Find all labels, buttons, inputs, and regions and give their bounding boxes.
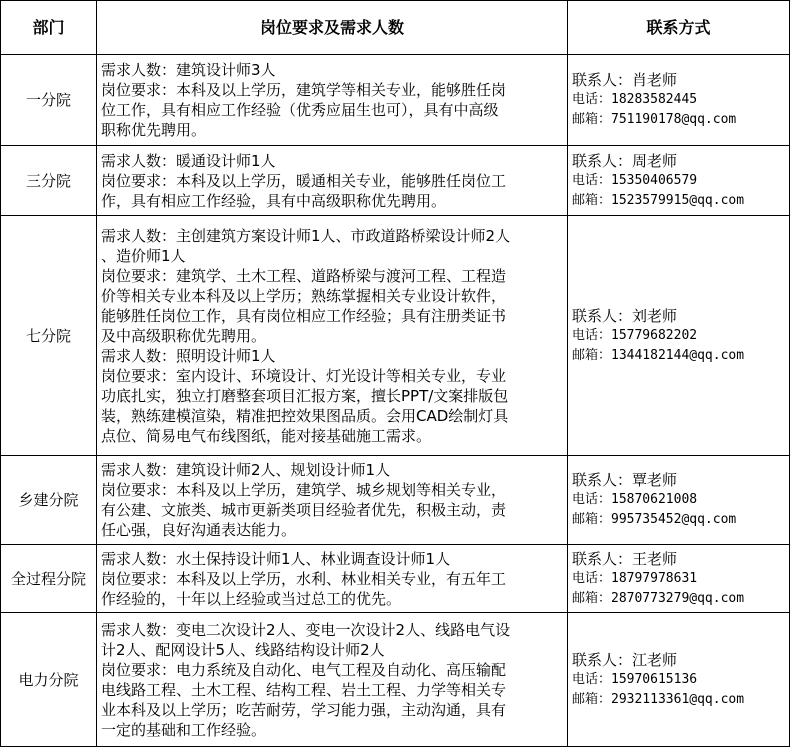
- contact-person: 联系人：肖老师: [572, 71, 678, 89]
- req-line: 电线路工程、土木工程、结构工程、岩土工程、力学等相关专: [101, 680, 507, 699]
- req-line: 岗位要求：本科及以上学历，建筑学、城乡规划等相关专业，: [101, 481, 507, 499]
- req-line: 有公建、文旅类、城市更新类项目经验者优先，积极主动，责: [101, 501, 507, 519]
- contact-phone: 电话：18797978631: [572, 570, 698, 586]
- req-line: 需求人数：主创建筑方案设计师1人、市政道路桥梁设计师2人: [101, 226, 511, 245]
- contact-person: 联系人：江老师: [572, 650, 678, 669]
- contact-email[interactable]: 邮箱：2932113361@qq.com: [572, 691, 745, 707]
- dept-cell: 乡建分院: [1, 456, 97, 545]
- table-row: [1, 456, 790, 545]
- header-dept: 部门: [1, 1, 97, 55]
- contact-cell: [568, 55, 790, 146]
- req-line: 作经验的，十年以上经验或当过总工的优先。: [101, 589, 402, 608]
- req-line: 岗位要求：本科及以上学历，建筑学等相关专业，能够胜任岗: [101, 81, 507, 99]
- dept-cell: 一分院: [1, 55, 97, 146]
- requirements-cell: [97, 545, 568, 613]
- contact-person: 联系人：王老师: [572, 549, 678, 568]
- contact-cell: [568, 216, 790, 456]
- requirements-cell: [97, 613, 568, 747]
- dept-cell: 三分院: [1, 146, 97, 216]
- table-row: [1, 146, 790, 216]
- req-line: 需求人数：水土保持设计师1人、林业调查设计师1人: [101, 549, 451, 568]
- req-line: 一定的基础和工作经验。: [101, 720, 267, 739]
- header-contact: 联系方式: [568, 1, 790, 55]
- contact-phone: 电话：18283582445: [572, 92, 698, 107]
- contact-cell: [568, 545, 790, 613]
- contact-email[interactable]: 邮箱：1523579915@qq.com: [572, 192, 745, 208]
- req-line: 功底扎实，独立打磨整套项目汇报方案，擅长PPT/文案排版包: [101, 386, 509, 405]
- table-row: [1, 216, 790, 456]
- req-line: 需求人数：照明设计师1人: [101, 346, 276, 365]
- dept-cell: 七分院: [1, 216, 97, 456]
- contact-email[interactable]: 邮箱：2870773279@qq.com: [572, 590, 745, 606]
- req-line: 位工作，具有相应工作经验（优秀应届生也可），具有中高级: [101, 101, 499, 119]
- req-line: 岗位要求：本科及以上学历，暖通相关专业，能够胜任岗位工: [101, 171, 507, 190]
- contact-phone: 电话：15870621008: [572, 492, 698, 507]
- dept-cell: 全过程分院: [1, 545, 97, 613]
- req-line: 岗位要求：本科及以上学历，水利、林业相关专业，有五年工: [101, 569, 507, 588]
- contact-person: 联系人：覃老师: [572, 471, 678, 489]
- req-line: 计2人、配网设计5人、线路结构设计师2人: [101, 640, 385, 659]
- contact-person: 联系人：刘老师: [572, 306, 678, 325]
- contact-person: 联系人：周老师: [572, 151, 678, 170]
- contact-email[interactable]: 邮箱：1344182144@qq.com: [572, 347, 745, 363]
- req-line: 装，熟练建模渲染，精准把控效果图品质。会用CAD绘制灯具: [101, 406, 509, 425]
- contact-email[interactable]: 邮箱：751190178@qq.com: [572, 112, 737, 127]
- contact-phone: 电话：15779682202: [572, 327, 698, 343]
- header-row: [1, 1, 790, 55]
- contact-email[interactable]: 邮箱：995735452@qq.com: [572, 512, 737, 527]
- req-line: 、造价师1人: [101, 246, 186, 265]
- table-row: [1, 545, 790, 613]
- dept-cell: 电力分院: [1, 613, 97, 747]
- contact-cell: [568, 456, 790, 545]
- req-line: 职称优先聘用。: [101, 121, 207, 139]
- req-line: 需求人数：变电二次设计2人、变电一次设计2人、线路电气设: [101, 620, 511, 639]
- contact-phone: 电话：15970615136: [572, 671, 698, 687]
- contact-phone: 电话：15350406579: [572, 172, 698, 188]
- req-line: 价等相关专业本科及以上学历；熟练掌握相关专业设计软件，: [101, 286, 507, 305]
- req-line: 岗位要求：室内设计、环境设计、灯光设计等相关专业，专业: [101, 366, 507, 385]
- req-line: 任心强，良好沟通表达能力。: [101, 521, 297, 539]
- req-line: 作，具有相应工作经验，具有中高级职称优先聘用。: [101, 191, 447, 210]
- req-line: 业本科及以上学历；吃苦耐劳，学习能力强，主动沟通，具有: [101, 700, 507, 719]
- table-row: [1, 613, 790, 747]
- requirements-cell: [97, 146, 568, 216]
- req-line: 需求人数：建筑设计师3人: [101, 61, 276, 79]
- contact-cell: [568, 146, 790, 216]
- table-row: [1, 55, 790, 146]
- req-line: 点位、简易电气布线图纸，能对接基础施工需求。: [101, 426, 432, 445]
- contact-cell: [568, 613, 790, 747]
- requirements-cell: [97, 456, 568, 545]
- req-line: 能够胜任岗位工作，具有岗位相应工作经验；具有注册类证书: [101, 306, 507, 325]
- req-line: 岗位要求：建筑学、土木工程、道路桥梁与渡河工程、工程造: [101, 266, 507, 285]
- req-line: 及中高级职称优先聘用。: [101, 326, 267, 345]
- req-line: 需求人数：暖通设计师1人: [101, 151, 276, 170]
- requirements-cell: [97, 55, 568, 146]
- header-requirements: 岗位要求及需求人数: [97, 1, 568, 55]
- requirements-cell: [97, 216, 568, 456]
- req-line: 岗位要求：电力系统及自动化、电气工程及自动化、高压输配: [101, 660, 507, 679]
- req-line: 需求人数：建筑设计师2人、规划设计师1人: [101, 461, 391, 479]
